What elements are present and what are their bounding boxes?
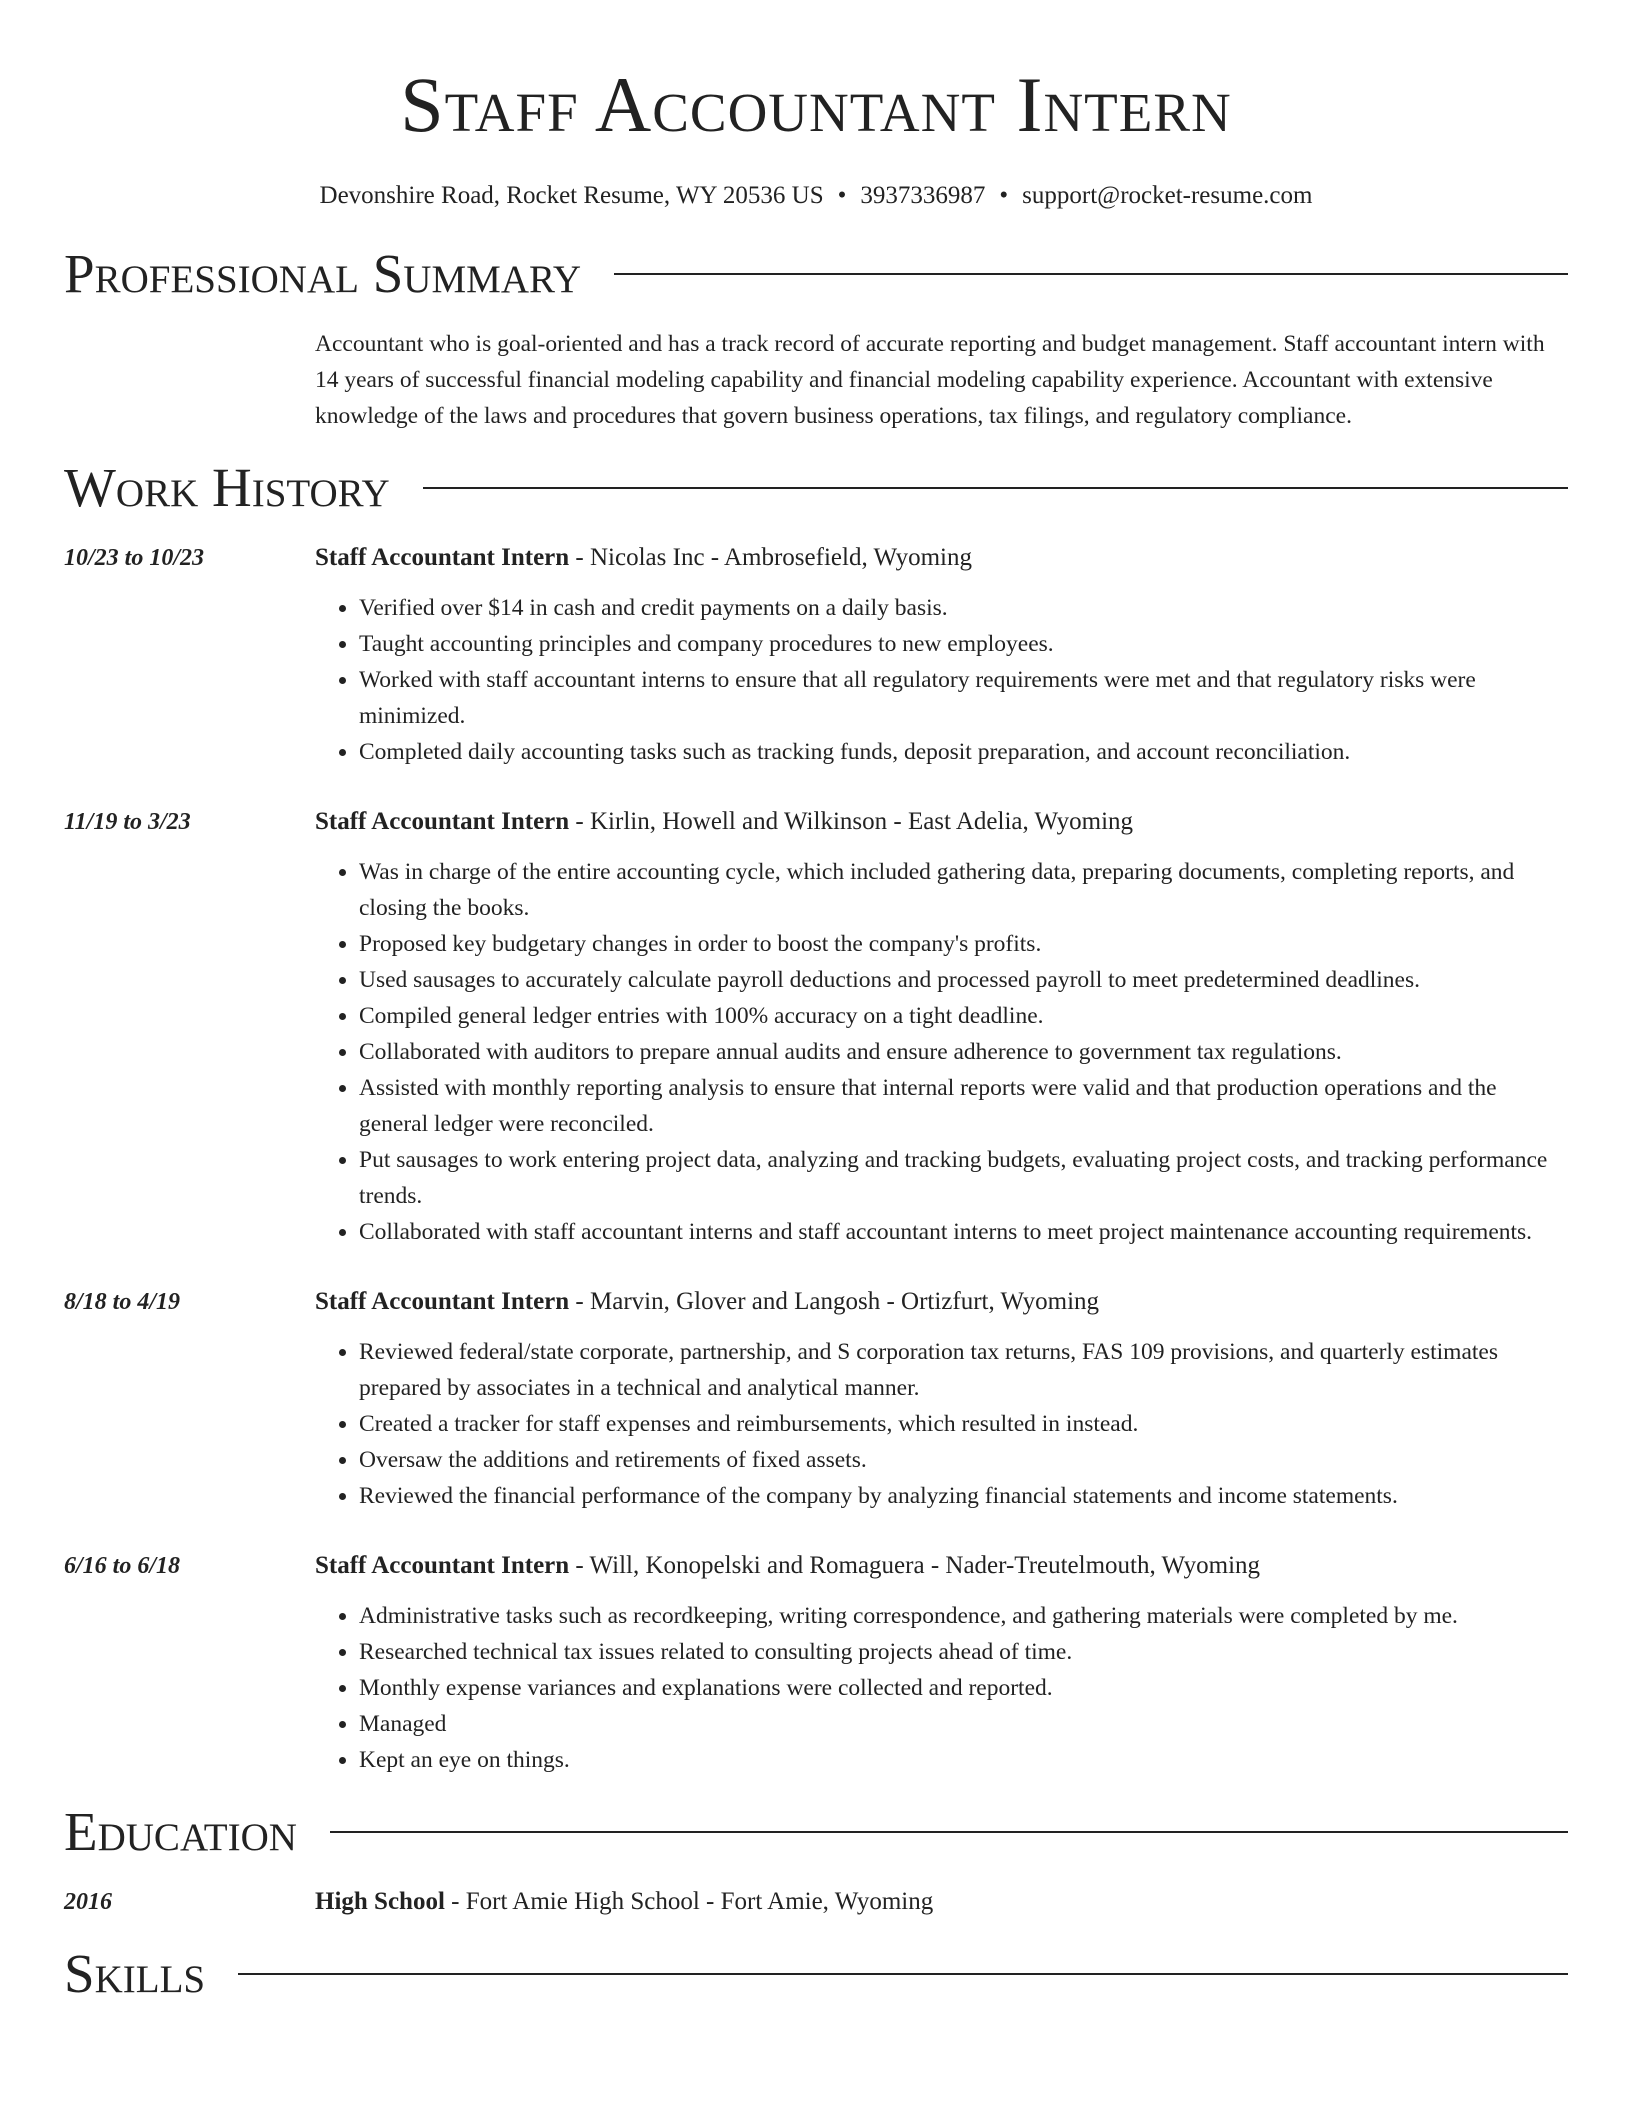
job-bullet: • Researched technical tax issues related to consulting projects ahead of time.	[359, 1634, 1568, 1670]
job-bullet: • Taught accounting principles and company procedures to new employees.	[359, 626, 1568, 662]
job-bullet: • Reviewed federal/state corporate, partnership, and S corporation tax returns, FAS 109 provisions, and quarterly estimates prepared by associates in a technical and analytical manner.	[359, 1334, 1568, 1406]
job-dates: 8/18 to 4/19	[64, 1289, 181, 1315]
job-bullets	[315, 1334, 1568, 1514]
job-entry	[64, 1284, 1568, 1514]
education-year: 2016	[64, 1889, 112, 1915]
job-title: Staff Accountant Intern	[315, 808, 570, 835]
contact-address: Devonshire Road, Rocket Resume, WY 20536 US	[319, 182, 824, 209]
section-divider	[238, 1973, 1568, 1975]
job-bullet: • Oversaw the additions and retirements of fixed assets.	[359, 1442, 1568, 1478]
job-bullet: • Kept an eye on things.	[359, 1742, 1568, 1778]
job-bullet: • Completed daily accounting tasks such as tracking funds, deposit preparation, and account reconciliation.	[359, 734, 1568, 770]
job-bullet: • Proposed key budgetary changes in order to boost the company's profits.	[359, 926, 1568, 962]
job-entry	[64, 1548, 1568, 1778]
section-divider	[330, 1831, 1568, 1833]
contact-line	[64, 182, 1568, 210]
job-entry	[64, 804, 1568, 1250]
education-entry	[64, 1884, 1568, 1920]
job-title: Staff Accountant Intern	[315, 1288, 570, 1315]
job-bullet: • Assisted with monthly reporting analysis to ensure that internal reports were valid and that production operations and the general ledger were reconciled.	[359, 1070, 1568, 1142]
job-bullet: • Created a tracker for staff expenses and reimbursements, which resulted in instead.	[359, 1406, 1568, 1442]
job-bullets	[315, 854, 1568, 1250]
job-bullet: • Reviewed the financial performance of the company by analyzing financial statements and income statements.	[359, 1478, 1568, 1514]
job-bullet: • Used sausages to accurately calculate payroll deductions and processed payroll to meet predetermined deadlines.	[359, 962, 1568, 998]
job-content	[315, 1548, 1568, 1778]
job-dates: 10/23 to 10/23	[64, 545, 205, 571]
job-bullet: • Managed	[359, 1706, 1568, 1742]
summary-heading: Professional Summary	[64, 243, 582, 304]
job-entry	[64, 540, 1568, 770]
job-bullet: • Verified over $14 in cash and credit payments on a daily basis.	[359, 590, 1568, 626]
section-divider	[614, 273, 1568, 275]
job-bullet: • Put sausages to work entering project data, analyzing and tracking budgets, evaluating project costs, and tracking performance trends.	[359, 1142, 1568, 1214]
summary-section-header	[64, 244, 1568, 304]
job-bullet: • Monthly expense variances and explanations were collected and reported.	[359, 1670, 1568, 1706]
job-employer: - Will, Konopelski and Romaguera - Nader-Treutelmouth, Wyoming	[569, 1552, 1261, 1579]
job-heading	[315, 1284, 1568, 1320]
job-bullet: • Collaborated with auditors to prepare annual audits and ensure adherence to government tax regulations.	[359, 1034, 1568, 1070]
education-degree: High School	[315, 1888, 445, 1915]
job-bullet: • Compiled general ledger entries with 100% accuracy on a tight deadline.	[359, 998, 1568, 1034]
work-section-header	[64, 458, 1568, 518]
work-heading: Work History	[64, 457, 390, 518]
job-content	[315, 1284, 1568, 1514]
education-heading: Education	[64, 1801, 297, 1862]
job-employer: - Kirlin, Howell and Wilkinson - East Adelia, Wyoming	[569, 808, 1134, 835]
contact-separator: •	[999, 182, 1009, 209]
education-heading-line	[315, 1884, 1568, 1920]
skills-heading: Skills	[64, 1943, 206, 2004]
job-dates: 6/16 to 6/18	[64, 1553, 181, 1579]
skills-section-header	[64, 1944, 1568, 2004]
contact-phone: 3937336987	[860, 182, 986, 209]
job-content	[315, 540, 1568, 770]
education-school: - Fort Amie High School - Fort Amie, Wyoming	[444, 1888, 934, 1915]
job-heading	[315, 540, 1568, 576]
resume-name: Staff Accountant Intern	[400, 61, 1232, 148]
contact-separator: •	[837, 182, 847, 209]
job-bullet: • Administrative tasks such as recordkeeping, writing correspondence, and gathering materials were completed by me.	[359, 1598, 1568, 1634]
job-bullet: • Was in charge of the entire accounting cycle, which included gathering data, preparing documents, completing reports, and closing the books.	[359, 854, 1568, 926]
job-title: Staff Accountant Intern	[315, 544, 570, 571]
education-section-header	[64, 1802, 1568, 1862]
job-employer: - Nicolas Inc - Ambrosefield, Wyoming	[569, 544, 972, 571]
job-bullets	[315, 1598, 1568, 1778]
section-divider	[423, 487, 1568, 489]
job-dates: 11/19 to 3/23	[64, 809, 191, 835]
job-bullet: • Collaborated with staff accountant interns and staff accountant interns to meet project maintenance accounting requirements.	[359, 1214, 1568, 1250]
job-heading	[315, 804, 1568, 840]
contact-email: support@rocket-resume.com	[1022, 182, 1313, 209]
job-content	[315, 804, 1568, 1250]
job-bullet: • Worked with staff accountant interns to ensure that all regulatory requirements were met and that regulatory risks were minimized.	[359, 662, 1568, 734]
job-title: Staff Accountant Intern	[315, 1552, 570, 1579]
job-bullets	[315, 590, 1568, 770]
job-heading	[315, 1548, 1568, 1584]
job-employer: - Marvin, Glover and Langosh - Ortizfurt, Wyoming	[569, 1288, 1100, 1315]
summary-text: Accountant who is goal-oriented and has a track record of accurate reporting and budget management. Staff accountant intern with 14 years of successful financial modeling capability and financial modeling capability experience. Accountant with extensive knowledge of the laws and procedures that govern business operations, tax filings, and regulatory compliance.	[315, 331, 1545, 429]
education-content	[315, 1884, 1568, 1920]
